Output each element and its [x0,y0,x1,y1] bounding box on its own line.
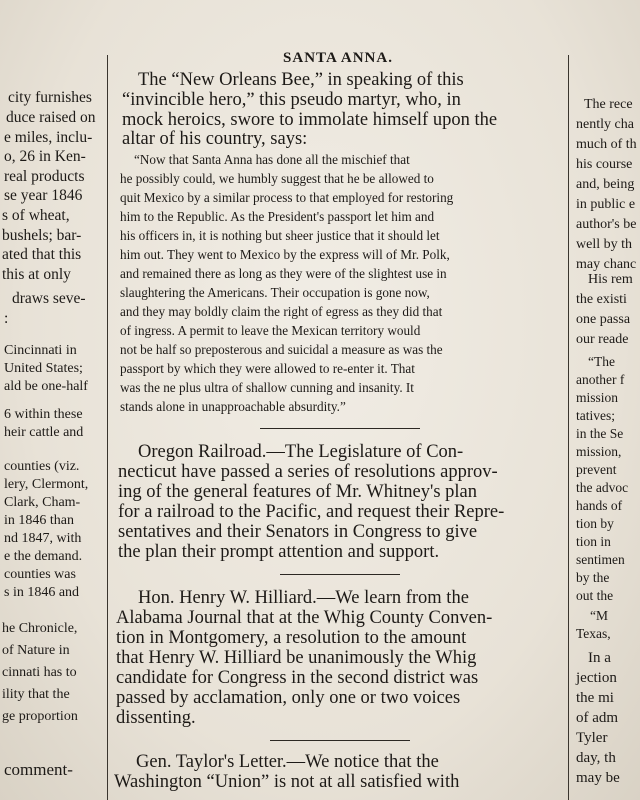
santa-anna-quote-line: him to the Republic. As the President's passport let him and [120,209,435,224]
hilliard-line: candidate for Congress in the second district was [116,668,479,688]
column-rule-left [107,55,108,800]
right-line: tatives; [576,408,615,423]
santa-anna-quote-line: “Now that Santa Anna has done all the mischief that [134,152,410,167]
column-rule-right [568,55,569,800]
santa-anna-intro-line: The “New Orleans Bee,” in speaking of this [138,70,464,90]
hilliard-line: Hon. Henry W. Hilliard.—We learn from the [138,588,469,608]
left-line: real products [4,168,85,185]
right-line: mission [576,390,619,405]
santa-anna-quote-line: him out. They went to Mexico by the express will of Mr. Polk, [120,247,450,262]
left-line: s of wheat, [2,207,70,224]
right-line: the existi [576,292,627,307]
left-line: in 1846 than [4,513,74,528]
right-line: another f [576,372,625,387]
right-line: of adm [576,710,619,726]
oregon-railroad-line: sentatives and their Senators in Congress to give [118,522,478,542]
left-line: Clark, Cham- [4,495,81,510]
santa-anna-quote-line: of ingress. A permit to leave the Mexican territory would [120,323,421,338]
santa-anna-quote-line: not be half so preposterous and suicidal a measure as was the [120,342,443,357]
left-line: heir cattle and [4,425,84,440]
right-line: his course [576,157,633,172]
left-line: city furnishes [8,89,92,106]
right-line: prevent [576,462,617,477]
santa-anna-quote-line: was the ne plus ultra of shallow cunning and insanity. It [120,380,414,395]
right-column [572,0,640,800]
left-line: e the demand. [4,549,83,564]
left-column [0,0,104,800]
right-line: tion in [576,534,611,549]
right-line: well by th [576,237,632,252]
santa-anna-intro-line: altar of his country, says: [122,129,308,149]
right-line: our reade [576,332,629,347]
right-line: in the Se [576,426,624,441]
right-line: out the [576,588,614,603]
left-line: duce raised on [6,109,96,126]
center-column [110,0,566,800]
left-line: e miles, inclu- [4,129,93,146]
right-line: day, th [576,750,616,766]
oregon-railroad-line: ing of the general features of Mr. Whitney's plan [118,482,478,502]
right-line: Tyler [576,730,608,746]
right-line: by the [576,570,610,585]
left-line: counties was [4,567,76,582]
oregon-railroad-line: necticut have passed a series of resolutions approv- [118,462,498,482]
left-line: comment- [4,760,73,779]
right-line: in public e [576,197,636,212]
hilliard-line: dissenting. [116,708,196,728]
left-line: lery, Clermont, [4,477,89,492]
article-headline-santa-anna: SANTA ANNA. [283,50,393,66]
right-line: His rem [588,272,633,287]
left-line: 6 within these [4,407,83,422]
taylor-line: Gen. Taylor's Letter.—We notice that the [136,752,439,772]
left-line: this at only [2,266,71,283]
santa-anna-quote-line: stands alone in unapproachable absurdity.” [120,399,346,414]
taylor-line: Washington “Union” is not at all satisfied with [114,772,460,792]
santa-anna-quote-line: his officers in, it is nothing but sheer justice that it should let [120,228,440,243]
hilliard-line: that Henry W. Hilliard be unanimously the Whig [116,648,477,668]
santa-anna-quote-line: and they may boldly claim the right of egress as they did that [120,304,443,319]
right-line: one passa [576,312,631,327]
right-line: In a [588,650,611,666]
left-line: Cincinnati in [4,343,77,358]
left-line: ald be one-half [4,379,88,394]
right-line: mission, [576,444,622,459]
right-line: may be [576,770,620,786]
right-line: the advoc [576,480,629,495]
right-line: sentimen [576,552,625,567]
left-line: cinnati has to [2,665,77,680]
left-line: bushels; bar- [2,227,82,244]
right-line: “The [588,354,615,369]
left-line: se year 1846 [4,187,83,204]
right-line: jection [576,670,617,686]
left-line: of Nature in [2,643,70,658]
left-line: ated that this [2,246,82,263]
oregon-railroad-line: for a railroad to the Pacific, and request their Repre- [118,502,505,522]
left-line: United States; [4,361,83,376]
santa-anna-intro-line: “invincible hero,” this pseudo martyr, who, in [122,90,461,110]
right-line: The rece [584,97,633,112]
right-line: and, being [576,177,635,192]
left-line: ge proportion [2,709,78,724]
left-line: nd 1847, with [4,531,82,546]
hilliard-line: Alabama Journal that at the Whig County Conven- [116,608,493,628]
left-line: draws seve- [12,290,86,307]
santa-anna-quote-line: passport by which they were allowed to re-enter it. That [120,361,415,376]
right-line: author's be [576,217,637,232]
left-line: s in 1846 and [4,585,80,600]
santa-anna-quote-line: quit Mexico by a similar process to that employed for restoring [120,190,454,205]
santa-anna-quote-line: he possibly could, we humbly suggest that he be allowed to [120,171,434,186]
right-line: tion by [576,516,614,531]
right-line: much of th [576,137,637,152]
left-line: ility that the [2,687,70,702]
right-line: Texas, [576,626,611,641]
hilliard-line: tion in Montgomery, a resolution to the amount [116,628,467,648]
right-line: may chanc [576,257,637,272]
santa-anna-intro-line: mock heroics, swore to immolate himself upon the [122,110,498,130]
right-line: nently cha [576,117,634,132]
left-line: counties (viz. [4,459,80,474]
hilliard-line: passed by acclamation, only one or two voices [116,688,461,708]
section-divider [270,740,410,741]
left-line: he Chronicle, [2,621,78,636]
santa-anna-quote-line: and remained there as long as they were of the slightest use in [120,266,447,281]
section-divider [260,428,420,429]
left-line: o, 26 in Ken- [4,148,86,165]
right-line: hands of [576,498,623,513]
oregon-railroad-line: the plan their prompt attention and support. [118,542,440,562]
right-line: “M [590,608,608,623]
right-line: the mi [576,690,614,706]
oregon-railroad-line: Oregon Railroad.—The Legislature of Con- [138,442,464,462]
section-divider [280,574,400,575]
santa-anna-quote-line: slaughtering the Americans. Their occupation is gone now, [120,285,430,300]
left-line: : [4,310,9,327]
